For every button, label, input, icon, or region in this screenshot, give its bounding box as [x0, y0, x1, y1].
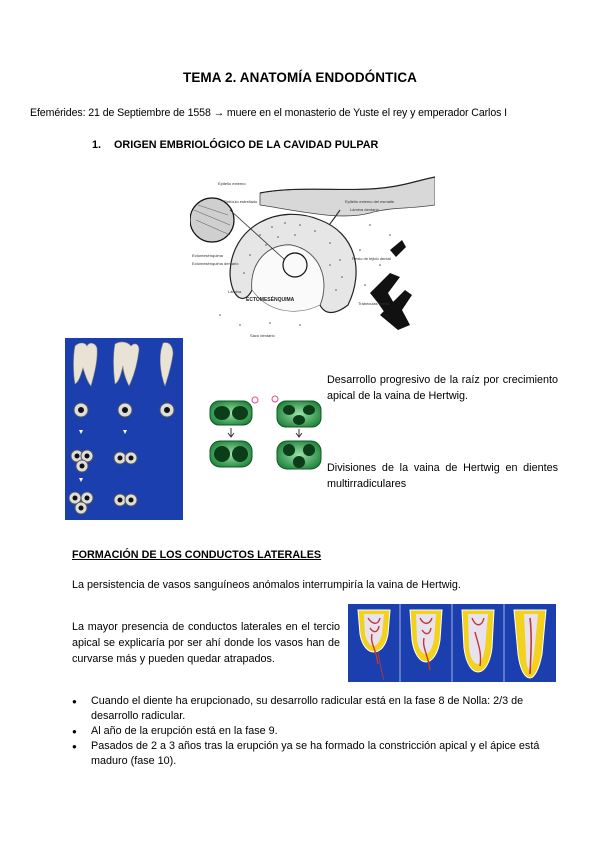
diagram-label: Resto de tejido dental: [352, 256, 391, 261]
diagram-label: Ectomesénquima: [192, 253, 223, 258]
diagram-center-label: ECTOMESÉNQUIMA: [246, 297, 295, 303]
diagram-label: Saco dentario: [250, 333, 275, 338]
nolla-phases-list: [72, 694, 560, 769]
hertwig-divisions-figure: [205, 395, 327, 473]
diagram-label: Epitelio externo: [218, 181, 246, 186]
page-title: TEMA 2. ANATOMÍA ENDODÓNTICA: [182, 70, 418, 85]
paragraph-vaina-hertwig: Desarrollo progresivo de la raíz por crecimiento apical de la vaina de Hertwig.: [327, 374, 558, 402]
tooth-germ-diagram: [190, 165, 435, 341]
section-1-title: ORIGEN EMBRIOLÓGICO DE LA CAVIDAD PULPAR: [114, 139, 379, 151]
root-development-figure: [65, 338, 183, 520]
section-1-heading: [92, 139, 378, 151]
lateral-canals-heading: FORMACIÓN DE LOS CONDUCTOS LATERALES: [72, 549, 322, 561]
diagram-label: Retículo estrellado: [224, 199, 258, 204]
diagram-label: Epitelio externo del esmalte: [345, 199, 395, 204]
diagram-label: Lámina dentaria: [350, 207, 379, 212]
list-item: ● Pasados de 2 a 3 años tras la erupción ya se ha formado la constricción apical y el ápice está maduro (fase 10).: [72, 739, 560, 769]
list-item: ● Al año de la erupción está en la fase 9.: [72, 724, 560, 739]
diagram-label: Trabéculas óseas: [358, 301, 390, 306]
diagram-label: Lámina: [228, 289, 242, 294]
efemerides-line: Efemérides: 21 de Septiembre de 1558 → muere en el monasterio de Yuste el rey y emperador Carlos I: [30, 107, 507, 119]
diagram-label: Ectomesénquima dentario: [192, 261, 239, 266]
lateral-canals-figure: [348, 604, 556, 682]
paragraph-persistencia: La persistencia de vasos sanguíneos anómalos interrumpiría la vaina de Hertwig.: [72, 579, 461, 591]
section-1-number: 1.: [92, 139, 102, 151]
list-item: ● Cuando el diente ha erupcionado, su desarrollo radicular está en la fase 8 de Nolla: 2/3 de desarrollo radicular.: [72, 694, 560, 724]
paragraph-divisiones: Divisiones de la vaina de Hertwig en dientes multirradiculares: [327, 462, 558, 490]
paragraph-tercio-apical: La mayor presencia de conductos laterales en el tercio apical se explicaría por ser ahí donde los vasos han de curvarse más y pueden quedar atrapados.: [72, 621, 340, 665]
